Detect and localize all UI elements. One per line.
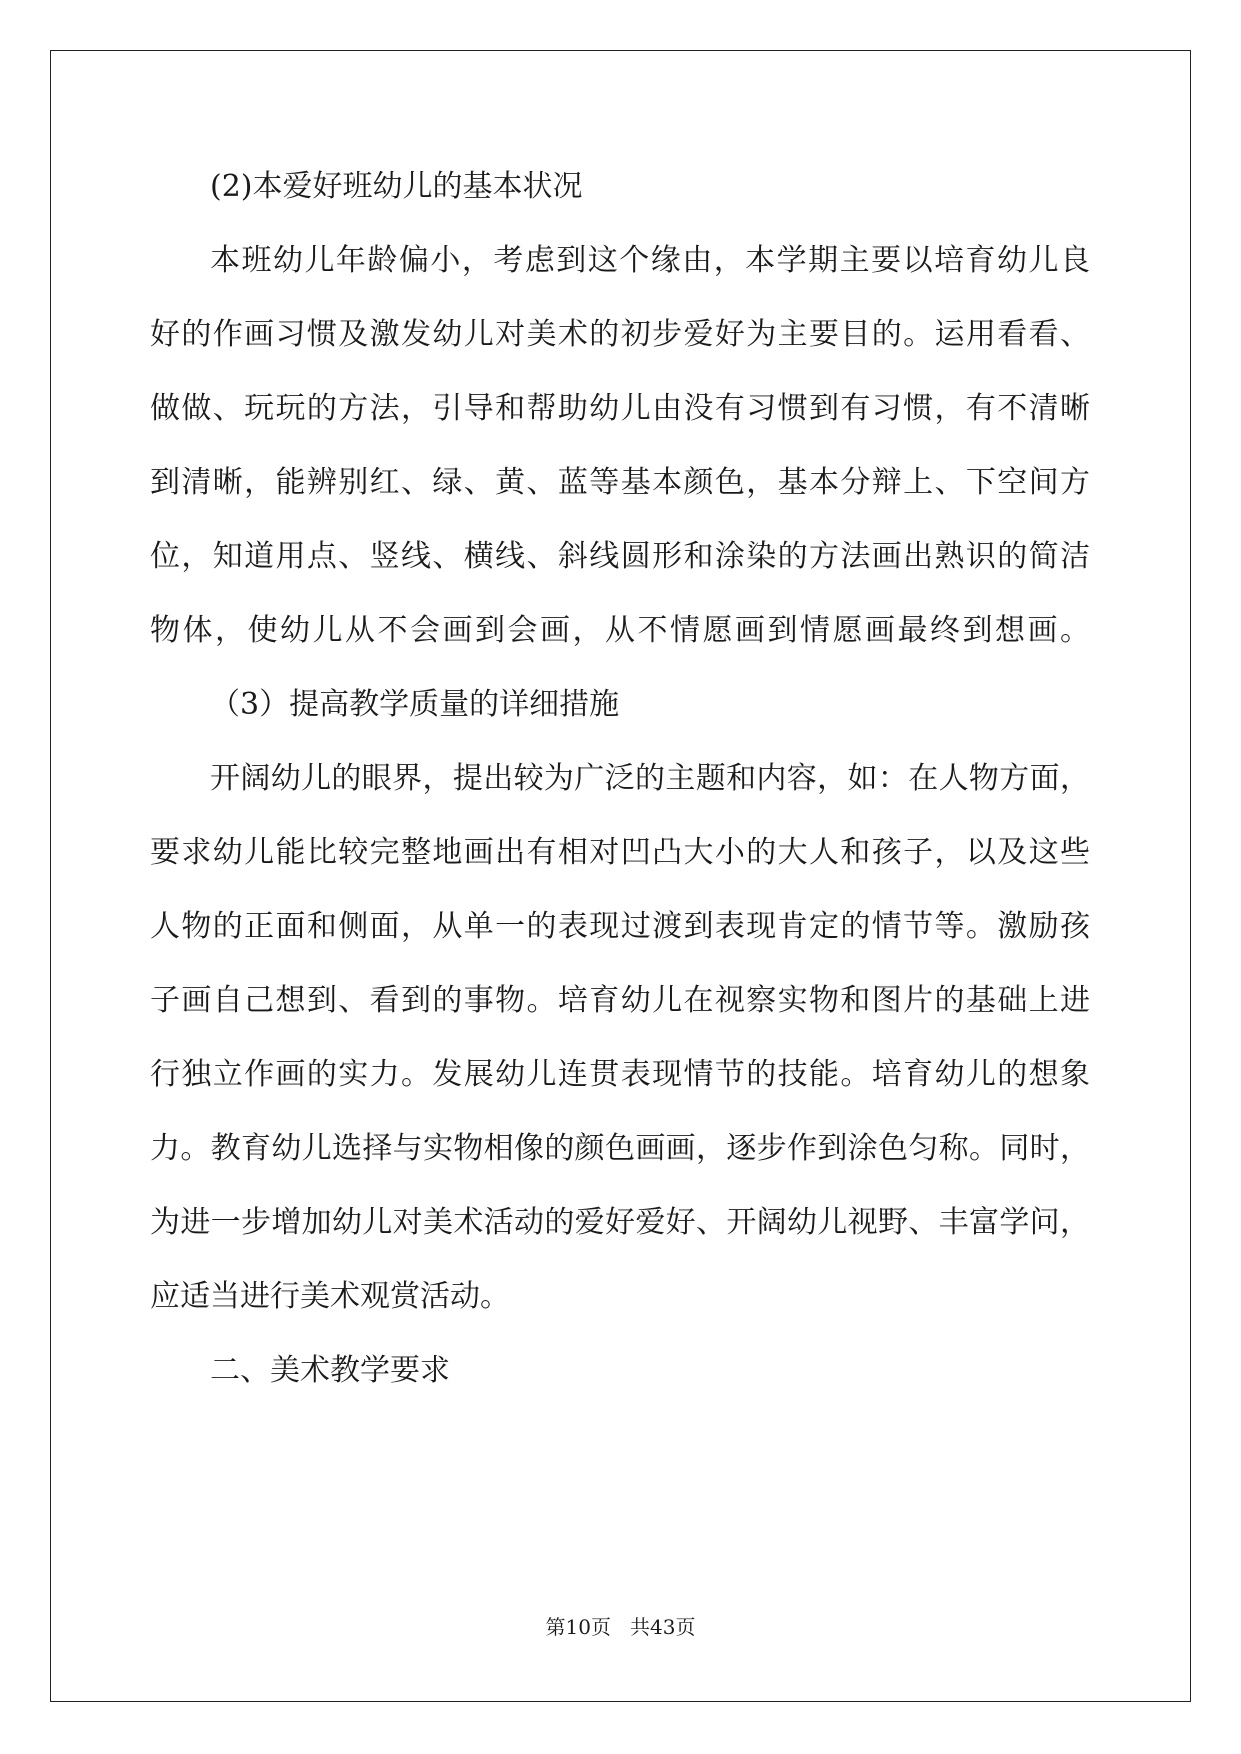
section-heading: (2)本爱好班幼儿的基本状况 (210, 169, 583, 204)
paragraph-line: 好的作画习惯及激发幼儿对美术的初步爱好为主要目的。运用看看、 (150, 317, 1092, 352)
paragraph-line: 位，知道用点、竖线、横线、斜线圆形和涂染的方法画出熟识的简洁 (150, 539, 1092, 574)
paragraph-line: 做做、玩玩的方法，引导和帮助幼儿由没有习惯到有习惯，有不清晰 (150, 391, 1092, 426)
page-total: 共43页 (630, 1615, 696, 1639)
paragraph-line: 行独立作画的实力。发展幼儿连贯表现情节的技能。培育幼儿的想象 (150, 1057, 1092, 1092)
paragraph-line: 力。教育幼儿选择与实物相像的颜色画画，逐步作到涂色匀称。同时， (150, 1131, 1091, 1166)
section-heading: 二、美术教学要求 (210, 1353, 450, 1388)
paragraph-line: 到清晰，能辨别红、绿、黄、蓝等基本颜色，基本分辩上、下空间方 (150, 465, 1092, 500)
paragraph-line: 要求幼儿能比较完整地画出有相对凹凸大小的大人和孩子，以及这些 (150, 835, 1092, 870)
paragraph-line: 应适当进行美术观赏活动。 (150, 1279, 510, 1314)
section-heading: （3）提高教学质量的详细措施 (210, 687, 620, 722)
page-footer (0, 1611, 1241, 1640)
paragraph-line: 为进一步增加幼儿对美术活动的爱好爱好、开阔幼儿视野、丰富学问， (150, 1205, 1091, 1240)
paragraph-line: 人物的正面和侧面，从单一的表现过渡到表现肯定的情节等。激励孩 (150, 909, 1092, 944)
paragraph-line: 物体，使幼儿从不会画到会画，从不情愿画到情愿画最终到想画。 (150, 613, 1093, 648)
paragraph-line: 本班幼儿年龄偏小，考虑到这个缘由，本学期主要以培育幼儿良 (210, 243, 1092, 278)
paragraph-line: 开阔幼儿的眼界，提出较为广泛的主题和内容，如：在人物方面， (210, 761, 1091, 796)
document-body (150, 150, 1093, 1408)
page-number: 第10页 (545, 1615, 611, 1639)
paragraph-line: 子画自己想到、看到的事物。培育幼儿在视察实物和图片的基础上进 (150, 983, 1092, 1018)
